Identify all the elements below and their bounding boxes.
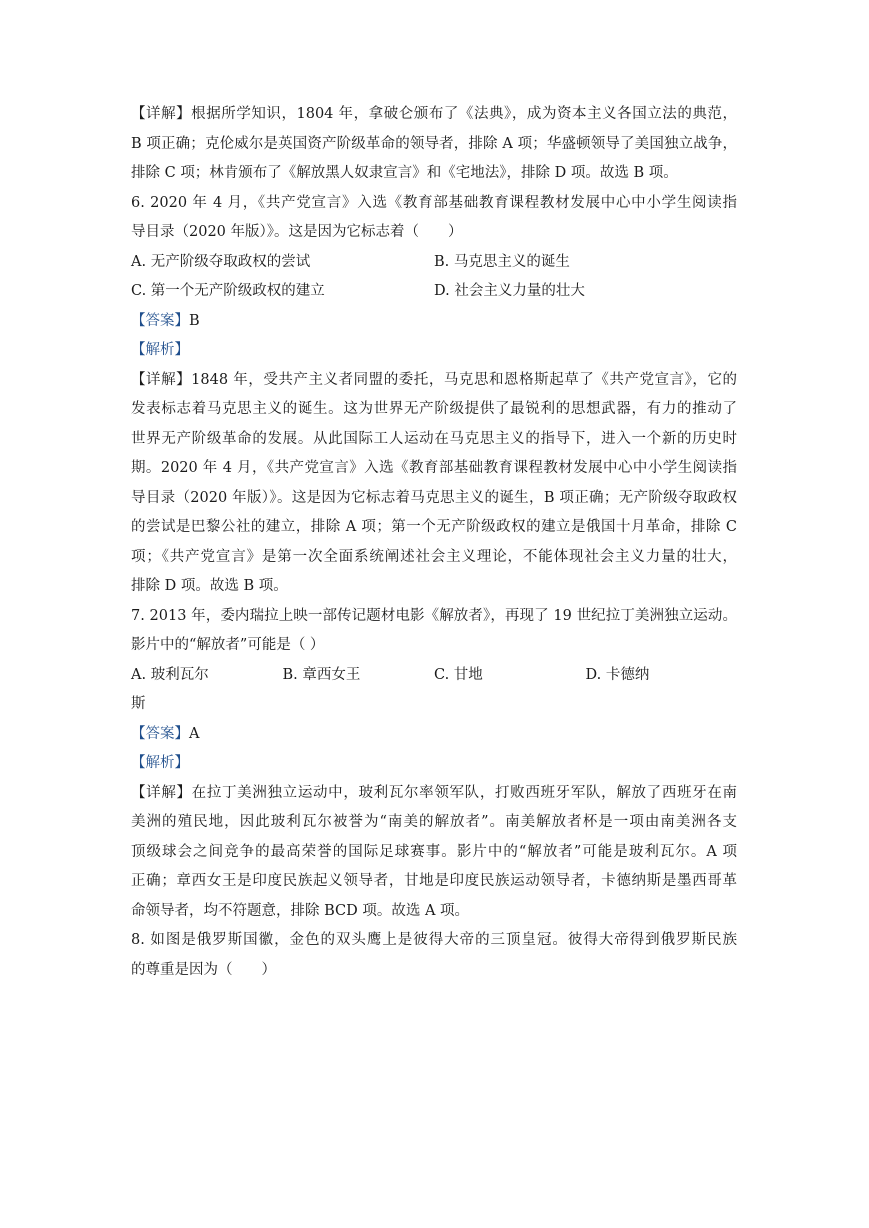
question-stem-line: 7. 2013 年，委内瑞拉上映一部传记题材电影《解放者》，再现了 19 世纪拉丁美洲独立运动。 — [131, 607, 737, 624]
answer-line — [131, 720, 737, 750]
detail-line: 发表标志着马克思主义的诞生。这为世界无产阶级提供了最锐利的思想武器，有力的推动了 — [131, 401, 737, 417]
previous-explanation — [131, 100, 737, 189]
answer-value: B — [189, 312, 200, 329]
detail-line: 导目录（2020 年版）》。这是因为它标志着马克思主义的诞生，B 项正确；无产阶级夺取政权 — [131, 489, 737, 506]
detail-line: 排除 D 项。故选 B 项。 — [131, 578, 288, 594]
question-7 — [131, 602, 737, 927]
detail-line: 【详解】1848 年，受共产主义者同盟的委托，马克思和恩格斯起草了《共产党宣言》，它的 — [131, 371, 737, 388]
option-b: B. 章西女王 — [282, 666, 361, 683]
option-b: B. 马克思主义的诞生 — [434, 253, 570, 270]
question-stem-line: 影片中的“解放者”可能是（ ） — [131, 637, 325, 653]
detail-line: 的尝试是巴黎公社的建立，排除 A 项；第一个无产阶级政权的建立是俄国十月革命，排除 C — [131, 519, 737, 535]
detail-line: 顶级球会之间竞争的最高荣誉的国际足球赛事。影片中的“解放者”可能是玻利瓦尔。A 项 — [131, 843, 737, 860]
analysis-tag: 【解析】 — [131, 342, 189, 358]
answer-tag: 【答案】 — [131, 725, 189, 742]
analysis-line — [131, 749, 737, 779]
question-stem-line: 的尊重是因为（ ） — [131, 961, 276, 978]
options-row — [131, 277, 737, 307]
option-d: D. 卡德纳 — [585, 666, 650, 683]
options-row — [131, 248, 737, 278]
option-wrap-line: 斯 — [131, 696, 146, 712]
detail-line: 世界无产阶级革命的发展。从此国际工人运动在马克思主义的指导下，进入一个新的历史时 — [131, 430, 737, 447]
answer-value: A — [189, 725, 200, 742]
detail-line: 美洲的殖民地，因此玻利瓦尔被誉为“南美的解放者”。南美解放者杯是一项由南美洲各支 — [131, 814, 737, 830]
text-line: B 项正确；克伦威尔是英国资产阶级革命的领导者，排除 A 项；华盛顿领导了美国独立战争， — [131, 135, 737, 152]
question-6 — [131, 189, 737, 602]
answer-tag: 【答案】 — [131, 312, 189, 329]
text-line: 【详解】根据所学知识，1804 年，拿破仑颁布了《法典》，成为资本主义各国立法的典范， — [131, 106, 737, 122]
option-c: C. 第一个无产阶级政权的建立 — [131, 283, 325, 299]
option-d: D. 社会主义力量的壮大 — [434, 283, 585, 299]
detail-line: 【详解】在拉丁美洲独立运动中，玻利瓦尔率领军队，打败西班牙军队，解放了西班牙在南 — [131, 784, 737, 801]
analysis-line — [131, 336, 737, 366]
detail-line: 项；《共产党宣言》是第一次全面系统阐述社会主义理论，不能体现社会主义力量的壮大， — [131, 548, 737, 565]
question-8 — [131, 926, 737, 985]
answer-line — [131, 307, 737, 337]
question-stem-line: 8. 如图是俄罗斯国徽，金色的双头鹰上是彼得大帝的三顶皇冠。彼得大帝得到俄罗斯民族 — [131, 932, 737, 948]
analysis-tag: 【解析】 — [131, 755, 189, 771]
option-a: A. 无产阶级夺取政权的尝试 — [131, 253, 311, 270]
document-page — [131, 100, 737, 985]
detail-line: 命领导者，均不符题意，排除 BCD 项。故选 A 项。 — [131, 902, 470, 919]
question-stem-line: 6. 2020 年 4 月，《共产党宣言》入选《教育部基础教育课程教材发展中心中小学生阅读指 — [131, 194, 737, 211]
detail-line: 期。2020 年 4 月，《共产党宣言》入选《教育部基础教育课程教材发展中心中小学生阅读指 — [131, 460, 737, 476]
options-row — [131, 661, 737, 691]
detail-line: 正确；章西女王是印度民族起义领导者，甘地是印度民族运动领导者，卡德纳斯是墨西哥革 — [131, 873, 737, 889]
question-stem-line: 导目录（2020 年版）》。这是因为它标志着（ ） — [131, 224, 463, 240]
text-line: 排除 C 项；林肯颁布了《解放黑人奴隶宣言》和《宅地法》，排除 D 项。故选 B 项。 — [131, 165, 678, 181]
option-c: C. 甘地 — [434, 666, 483, 683]
option-a: A. 玻利瓦尔 — [131, 666, 209, 683]
